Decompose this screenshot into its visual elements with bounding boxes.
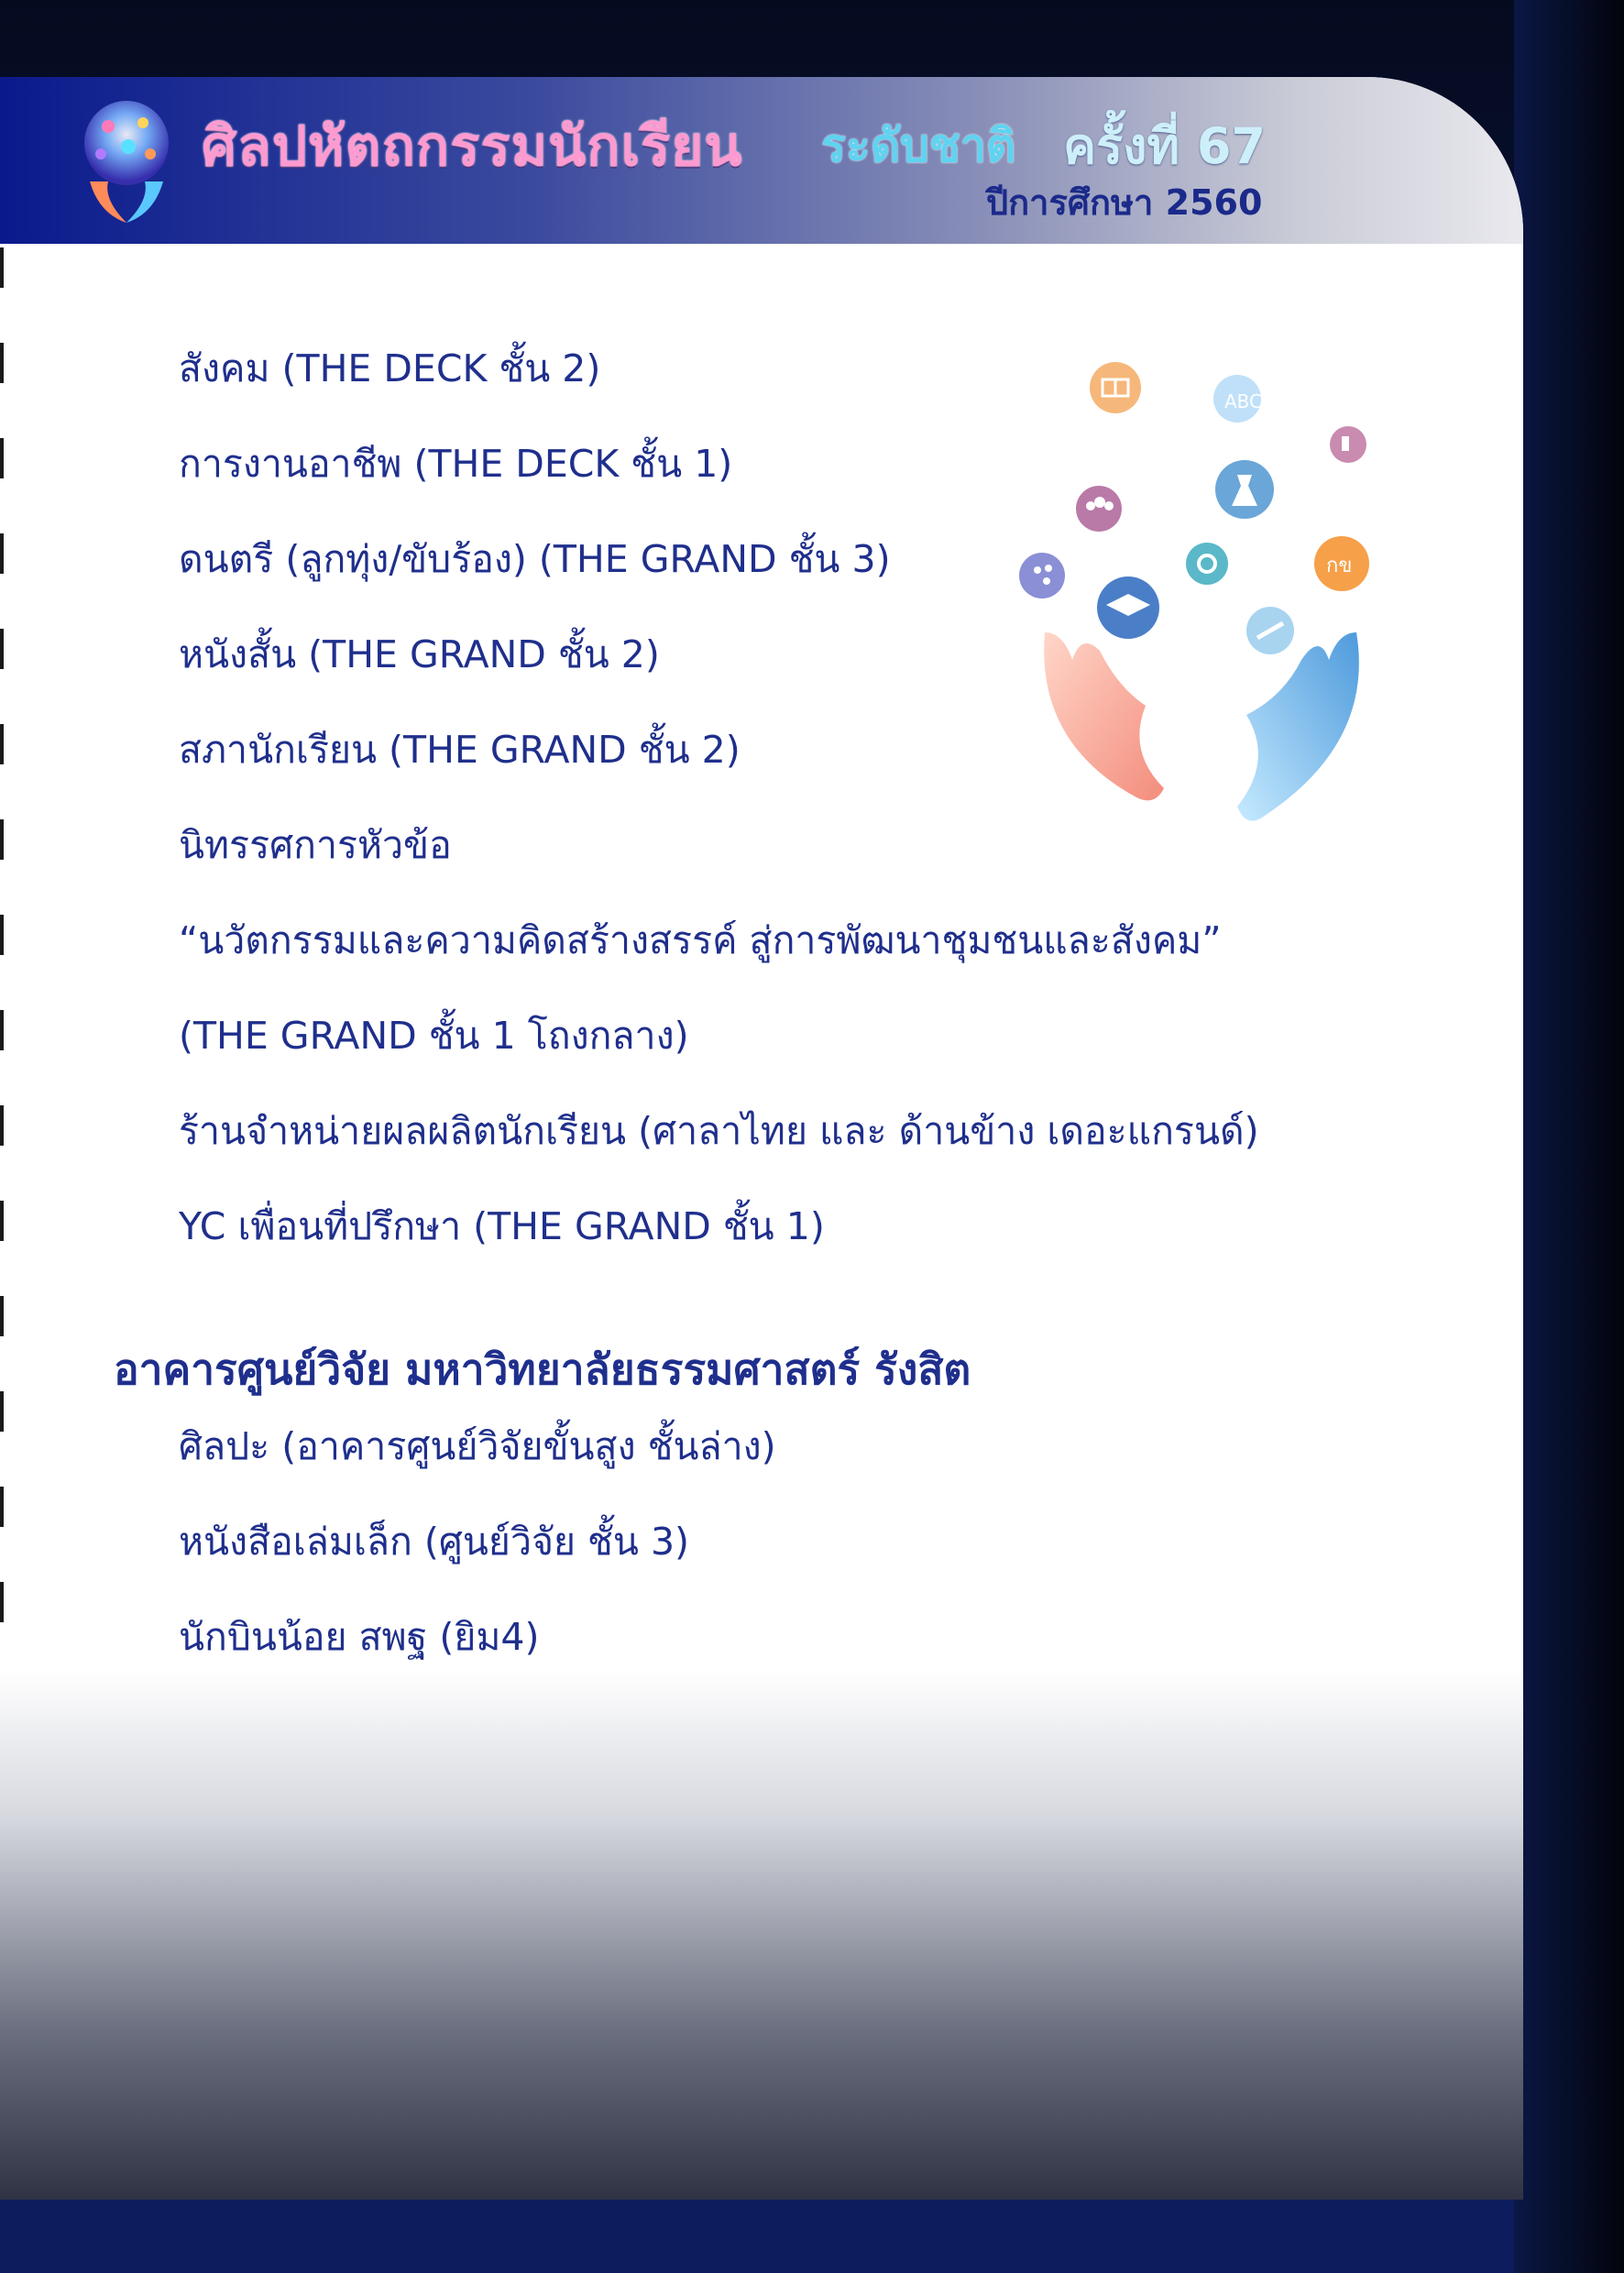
header-title-count: ครั้งที่ 67: [1063, 117, 1267, 175]
header-title-main: ศิลปหัตถกรรมนักเรียน: [202, 115, 743, 179]
dumbbell-icon: [1246, 607, 1294, 654]
bullet-green: [107, 445, 140, 478]
bullet-blue: [107, 1208, 140, 1241]
svg-text:กข: กข: [1326, 555, 1353, 577]
list-item: นิทรรศการหัวข้อ: [179, 823, 452, 867]
bullet-blue: [107, 731, 140, 764]
abc-icon: [1213, 375, 1262, 423]
bullet-orange: [107, 1428, 140, 1461]
header-title-sub: ระดับชาติ: [821, 119, 1016, 172]
section-heading: อาคารศูนย์วิจัย มหาวิทยาลัยธรรมศาสตร์ รังสิต: [114, 1345, 971, 1394]
list-item: ดนตรี (ลูกทุ่ง/ขับร้อง) (THE GRAND ชั้น 3): [179, 537, 891, 581]
palette-icon: [1019, 553, 1065, 598]
bullet-blue: [107, 541, 140, 574]
microscope-icon: [1330, 426, 1366, 463]
left-edge-ticks: [0, 247, 4, 1659]
graduation-cap-icon: [1097, 576, 1159, 639]
list-item: นักบินน้อย สพฐ (ยิม4): [179, 1615, 540, 1659]
bullet-blue: [107, 1113, 140, 1146]
education-hands-illustration: [1008, 357, 1393, 834]
gear-icon: [1186, 543, 1228, 585]
flask-icon: [1215, 460, 1274, 519]
list-item: หนังสั้น (THE GRAND ชั้น 2): [179, 632, 660, 676]
group-icon: [1076, 486, 1122, 532]
bullet-orange: [107, 1523, 140, 1556]
exhibition-location: (THE GRAND ชั้น 1 โถงกลาง): [179, 1014, 689, 1058]
bullet-green: [107, 350, 140, 383]
list-item: ศิลปะ (อาคารศูนย์วิจัยขั้นสูง ชั้นล่าง): [179, 1424, 776, 1468]
header-academic-year: ปีการศึกษา 2560: [986, 182, 1263, 223]
book-icon: [1090, 362, 1141, 413]
list-item: สภานักเรียน (THE GRAND ชั้น 2): [179, 728, 741, 772]
list-item: สังคม (THE DECK ชั้น 2): [179, 346, 601, 390]
bullet-gray: [107, 1619, 140, 1652]
svg-text:ABC: ABC: [1224, 390, 1263, 412]
list-item: ร้านจำหน่ายผลผลิตนักเรียน (ศาลาไทย และ ด้านข้าง เดอะแกรนด์): [179, 1109, 1259, 1153]
list-item: YC เพื่อนที่ปรึกษา (THE GRAND ชั้น 1): [179, 1204, 825, 1248]
event-logo-icon: [71, 90, 181, 227]
page-background-edge: [1514, 0, 1624, 2273]
bullet-blue: [107, 827, 140, 860]
list-item: หนังสือเล่มเล็ก (ศูนย์วิจัย ชั้น 3): [179, 1520, 690, 1564]
bullet-blue: [107, 636, 140, 669]
list-item: การงานอาชีพ (THE DECK ชั้น 1): [179, 442, 733, 486]
exhibition-topic: “นวัตกรรมและความคิดสร้างสรรค์ สู่การพัฒนาชุมชนและสังคม”: [179, 918, 1222, 962]
thai-letters-icon: [1314, 536, 1369, 591]
